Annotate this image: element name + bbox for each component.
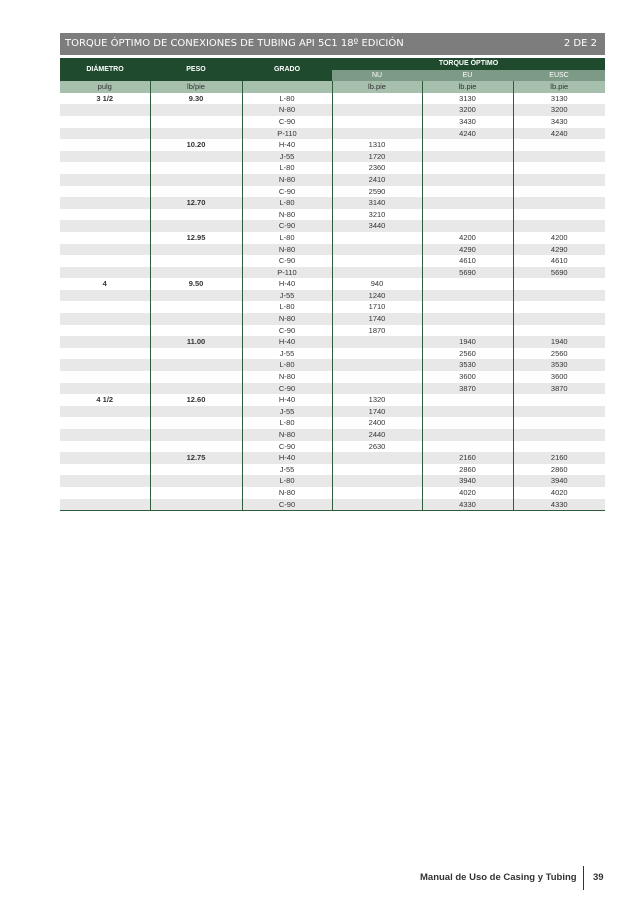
cell-peso <box>150 162 242 174</box>
cell-peso: 9.50 <box>150 278 242 290</box>
cell-peso <box>150 348 242 360</box>
cell-grado: N-80 <box>242 313 332 325</box>
cell-eu: 3430 <box>422 116 513 128</box>
cell-eusc <box>513 301 605 313</box>
cell-diametro <box>60 301 150 313</box>
cell-grado: C-90 <box>242 325 332 337</box>
cell-grado: H-40 <box>242 394 332 406</box>
cell-eusc: 4330 <box>513 499 605 511</box>
cell-eusc <box>513 429 605 441</box>
cell-diametro <box>60 255 150 267</box>
cell-grado: H-40 <box>242 336 332 348</box>
table-row <box>60 499 605 511</box>
cell-diametro: 4 1/2 <box>60 394 150 406</box>
cell-diametro <box>60 220 150 232</box>
unit-eusc: lb.pie <box>513 81 605 93</box>
cell-diametro <box>60 383 150 395</box>
cell-eusc: 2860 <box>513 464 605 476</box>
cell-nu: 2590 <box>332 186 422 198</box>
cell-nu <box>332 232 422 244</box>
cell-eu <box>422 394 513 406</box>
table-row <box>60 464 605 476</box>
cell-eusc <box>513 278 605 290</box>
cell-eu <box>422 278 513 290</box>
cell-diametro <box>60 244 150 256</box>
cell-peso <box>150 301 242 313</box>
sub-eusc-header: EUSC <box>513 70 605 82</box>
cell-nu: 1710 <box>332 301 422 313</box>
unit-eu: lb.pie <box>422 81 513 93</box>
cell-eusc <box>513 139 605 151</box>
cell-peso <box>150 174 242 186</box>
cell-peso: 11.00 <box>150 336 242 348</box>
torque-table <box>60 58 605 511</box>
table-row <box>60 278 605 290</box>
table-row <box>60 452 605 464</box>
cell-eu <box>422 174 513 186</box>
table-row <box>60 371 605 383</box>
cell-grado: J-55 <box>242 464 332 476</box>
cell-grado: C-90 <box>242 220 332 232</box>
cell-nu <box>332 487 422 499</box>
cell-eusc <box>513 325 605 337</box>
cell-eusc: 4240 <box>513 128 605 140</box>
cell-nu: 3140 <box>332 197 422 209</box>
cell-eu: 3940 <box>422 475 513 487</box>
cell-eu <box>422 162 513 174</box>
cell-peso <box>150 464 242 476</box>
table-body <box>60 93 605 511</box>
cell-grado: J-55 <box>242 348 332 360</box>
cell-grado: J-55 <box>242 406 332 418</box>
cell-grado: J-55 <box>242 151 332 163</box>
table-row <box>60 151 605 163</box>
table-row <box>60 325 605 337</box>
cell-eu <box>422 151 513 163</box>
cell-grado: N-80 <box>242 104 332 116</box>
cell-grado: P-110 <box>242 128 332 140</box>
cell-eusc: 2160 <box>513 452 605 464</box>
col-diametro-header: DIÁMETRO <box>60 58 150 81</box>
table-row <box>60 104 605 116</box>
cell-eu <box>422 290 513 302</box>
cell-nu <box>332 93 422 105</box>
cell-eusc <box>513 209 605 221</box>
unit-nu: lb.pie <box>332 81 422 93</box>
table-row <box>60 441 605 453</box>
cell-diametro <box>60 174 150 186</box>
cell-grado: C-90 <box>242 186 332 198</box>
table-row <box>60 417 605 429</box>
cell-peso <box>150 359 242 371</box>
cell-diametro <box>60 116 150 128</box>
cell-diametro <box>60 464 150 476</box>
cell-eusc: 4200 <box>513 232 605 244</box>
cell-peso <box>150 151 242 163</box>
table-row <box>60 267 605 279</box>
cell-grado: H-40 <box>242 139 332 151</box>
cell-eusc: 2560 <box>513 348 605 360</box>
cell-nu <box>332 499 422 511</box>
cell-nu: 940 <box>332 278 422 290</box>
cell-peso <box>150 371 242 383</box>
cell-nu <box>332 244 422 256</box>
cell-diametro: 4 <box>60 278 150 290</box>
cell-nu: 1740 <box>332 313 422 325</box>
unit-pulg: pulg <box>60 81 150 93</box>
cell-nu <box>332 336 422 348</box>
cell-eusc <box>513 394 605 406</box>
sub-eu-header: EU <box>422 70 513 82</box>
cell-diametro <box>60 186 150 198</box>
cell-nu: 2630 <box>332 441 422 453</box>
table-row <box>60 359 605 371</box>
cell-eusc: 3130 <box>513 93 605 105</box>
cell-nu: 1320 <box>332 394 422 406</box>
page-number: 39 <box>593 872 604 883</box>
cell-eu: 4290 <box>422 244 513 256</box>
table-title-banner <box>60 33 605 55</box>
table-row <box>60 313 605 325</box>
table-title: TORQUE ÓPTIMO DE CONEXIONES DE TUBING API 5C1 18º EDICIÓN <box>65 38 404 49</box>
cell-eusc: 3870 <box>513 383 605 395</box>
table-row <box>60 244 605 256</box>
cell-grado: L-80 <box>242 197 332 209</box>
cell-nu: 2400 <box>332 417 422 429</box>
cell-peso: 12.60 <box>150 394 242 406</box>
cell-grado: N-80 <box>242 429 332 441</box>
col-torque-header: TORQUE ÓPTIMO <box>332 58 605 70</box>
cell-eusc <box>513 220 605 232</box>
cell-eu <box>422 301 513 313</box>
cell-nu: 1240 <box>332 290 422 302</box>
cell-diametro <box>60 452 150 464</box>
cell-grado: N-80 <box>242 487 332 499</box>
cell-nu: 1720 <box>332 151 422 163</box>
table-row <box>60 383 605 395</box>
cell-nu <box>332 475 422 487</box>
cell-peso <box>150 104 242 116</box>
cell-peso <box>150 290 242 302</box>
cell-diametro <box>60 487 150 499</box>
cell-grado: C-90 <box>242 383 332 395</box>
cell-eu: 4200 <box>422 232 513 244</box>
page-footer <box>420 872 604 883</box>
table-row <box>60 174 605 186</box>
cell-nu: 1310 <box>332 139 422 151</box>
cell-peso <box>150 186 242 198</box>
cell-peso: 12.75 <box>150 452 242 464</box>
cell-diametro: 3 1/2 <box>60 93 150 105</box>
cell-peso <box>150 406 242 418</box>
table-row <box>60 128 605 140</box>
cell-eu: 3870 <box>422 383 513 395</box>
cell-peso: 10.20 <box>150 139 242 151</box>
cell-peso <box>150 441 242 453</box>
page-indicator: 2 DE 2 <box>563 38 597 49</box>
cell-grado: N-80 <box>242 244 332 256</box>
cell-peso <box>150 499 242 511</box>
cell-diametro <box>60 232 150 244</box>
cell-peso <box>150 475 242 487</box>
cell-nu <box>332 267 422 279</box>
table-row <box>60 255 605 267</box>
cell-peso <box>150 325 242 337</box>
cell-eusc <box>513 151 605 163</box>
cell-grado: N-80 <box>242 371 332 383</box>
cell-nu <box>332 128 422 140</box>
cell-peso <box>150 244 242 256</box>
table-row <box>60 116 605 128</box>
unit-peso: lb/pie <box>150 81 242 93</box>
cell-eusc: 1940 <box>513 336 605 348</box>
cell-nu <box>332 104 422 116</box>
cell-eusc <box>513 197 605 209</box>
cell-eu <box>422 197 513 209</box>
cell-diametro <box>60 406 150 418</box>
cell-nu: 1740 <box>332 406 422 418</box>
cell-diametro <box>60 359 150 371</box>
cell-eusc: 3940 <box>513 475 605 487</box>
footer-title: Manual de Uso de Casing y Tubing <box>420 872 577 883</box>
cell-eu <box>422 220 513 232</box>
cell-eusc <box>513 417 605 429</box>
cell-peso: 12.95 <box>150 232 242 244</box>
cell-diametro <box>60 290 150 302</box>
cell-diametro <box>60 429 150 441</box>
unit-grado <box>242 81 332 93</box>
cell-diametro <box>60 104 150 116</box>
cell-eusc: 3530 <box>513 359 605 371</box>
cell-eu: 5690 <box>422 267 513 279</box>
cell-nu <box>332 371 422 383</box>
table-row <box>60 162 605 174</box>
cell-peso <box>150 429 242 441</box>
table-row <box>60 220 605 232</box>
cell-peso <box>150 209 242 221</box>
cell-nu <box>332 452 422 464</box>
cell-eu: 3530 <box>422 359 513 371</box>
cell-grado: P-110 <box>242 267 332 279</box>
col-peso-header: PESO <box>150 58 242 81</box>
cell-grado: L-80 <box>242 232 332 244</box>
cell-grado: C-90 <box>242 499 332 511</box>
cell-eu: 3600 <box>422 371 513 383</box>
cell-grado: H-40 <box>242 452 332 464</box>
table-row <box>60 186 605 198</box>
cell-eu <box>422 209 513 221</box>
cell-grado: L-80 <box>242 162 332 174</box>
cell-grado: L-80 <box>242 417 332 429</box>
cell-diametro <box>60 267 150 279</box>
cell-diametro <box>60 325 150 337</box>
cell-eu <box>422 441 513 453</box>
cell-diametro <box>60 162 150 174</box>
cell-eu <box>422 406 513 418</box>
cell-diametro <box>60 475 150 487</box>
table-row <box>60 394 605 406</box>
cell-diametro <box>60 313 150 325</box>
cell-nu <box>332 359 422 371</box>
footer-divider <box>583 866 584 890</box>
cell-eu: 4240 <box>422 128 513 140</box>
cell-eusc: 4290 <box>513 244 605 256</box>
cell-eusc: 3200 <box>513 104 605 116</box>
cell-diametro <box>60 441 150 453</box>
cell-eusc <box>513 290 605 302</box>
cell-nu: 3210 <box>332 209 422 221</box>
cell-grado: C-90 <box>242 441 332 453</box>
cell-diametro <box>60 336 150 348</box>
cell-nu <box>332 383 422 395</box>
table-row <box>60 475 605 487</box>
cell-eusc <box>513 174 605 186</box>
cell-peso: 9.30 <box>150 93 242 105</box>
table-row <box>60 406 605 418</box>
cell-nu: 2360 <box>332 162 422 174</box>
cell-grado: L-80 <box>242 301 332 313</box>
table-row <box>60 301 605 313</box>
cell-nu: 2410 <box>332 174 422 186</box>
cell-nu <box>332 348 422 360</box>
cell-grado: L-80 <box>242 475 332 487</box>
cell-peso: 12.70 <box>150 197 242 209</box>
table-row <box>60 139 605 151</box>
cell-nu <box>332 464 422 476</box>
cell-peso <box>150 128 242 140</box>
cell-peso <box>150 313 242 325</box>
cell-diametro <box>60 499 150 511</box>
cell-eu: 3130 <box>422 93 513 105</box>
cell-eu <box>422 417 513 429</box>
table-row <box>60 290 605 302</box>
cell-eu <box>422 313 513 325</box>
sub-nu-header: NU <box>332 70 422 82</box>
cell-eusc <box>513 441 605 453</box>
cell-nu <box>332 116 422 128</box>
table-row <box>60 348 605 360</box>
cell-peso <box>150 220 242 232</box>
cell-eu: 2160 <box>422 452 513 464</box>
units-row <box>60 81 605 93</box>
cell-eusc: 3430 <box>513 116 605 128</box>
cell-peso <box>150 383 242 395</box>
cell-eu <box>422 325 513 337</box>
cell-nu <box>332 255 422 267</box>
cell-eu: 4330 <box>422 499 513 511</box>
cell-grado: L-80 <box>242 93 332 105</box>
cell-grado: N-80 <box>242 174 332 186</box>
table-row <box>60 197 605 209</box>
cell-eu: 4020 <box>422 487 513 499</box>
cell-diametro <box>60 209 150 221</box>
table-row <box>60 232 605 244</box>
cell-eu: 4610 <box>422 255 513 267</box>
table-row <box>60 209 605 221</box>
cell-eusc: 3600 <box>513 371 605 383</box>
cell-eusc <box>513 186 605 198</box>
cell-peso <box>150 487 242 499</box>
cell-peso <box>150 116 242 128</box>
cell-diametro <box>60 151 150 163</box>
cell-eusc: 4020 <box>513 487 605 499</box>
cell-nu: 2440 <box>332 429 422 441</box>
cell-diametro <box>60 371 150 383</box>
cell-eu: 1940 <box>422 336 513 348</box>
cell-grado: N-80 <box>242 209 332 221</box>
cell-eusc: 4610 <box>513 255 605 267</box>
cell-diametro <box>60 197 150 209</box>
cell-eu: 2560 <box>422 348 513 360</box>
cell-grado: L-80 <box>242 359 332 371</box>
cell-grado: J-55 <box>242 290 332 302</box>
cell-grado: C-90 <box>242 116 332 128</box>
cell-diametro <box>60 417 150 429</box>
cell-eusc: 5690 <box>513 267 605 279</box>
cell-diametro <box>60 348 150 360</box>
cell-nu: 1870 <box>332 325 422 337</box>
cell-eu <box>422 139 513 151</box>
cell-eusc <box>513 406 605 418</box>
table-row <box>60 429 605 441</box>
cell-peso <box>150 255 242 267</box>
table-row <box>60 487 605 499</box>
table-row <box>60 336 605 348</box>
cell-nu: 3440 <box>332 220 422 232</box>
cell-grado: C-90 <box>242 255 332 267</box>
cell-eu: 2860 <box>422 464 513 476</box>
header-row-main <box>60 58 605 70</box>
cell-eu <box>422 186 513 198</box>
table-row <box>60 93 605 105</box>
cell-eusc <box>513 313 605 325</box>
cell-peso <box>150 267 242 279</box>
cell-eusc <box>513 162 605 174</box>
col-grado-header: GRADO <box>242 58 332 81</box>
cell-peso <box>150 417 242 429</box>
cell-diametro <box>60 128 150 140</box>
cell-grado: H-40 <box>242 278 332 290</box>
cell-eu: 3200 <box>422 104 513 116</box>
cell-eu <box>422 429 513 441</box>
cell-diametro <box>60 139 150 151</box>
